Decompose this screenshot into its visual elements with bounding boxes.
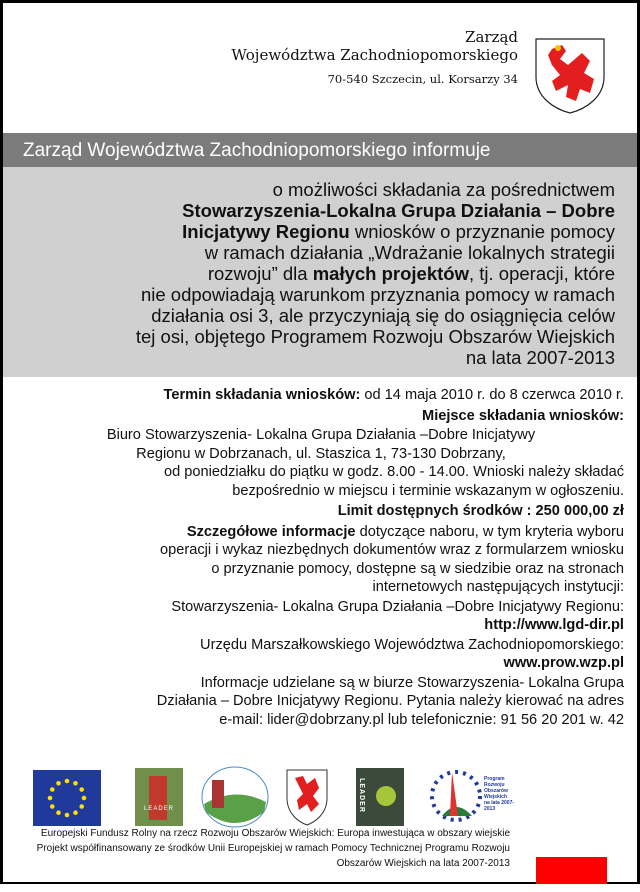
text-run: Informacje udzielane są w biurze Stowarzyszenia- Lokalna Grupa [200,674,624,691]
region-crest-icon [285,768,329,826]
eu-star-icon [73,810,78,815]
leader-eu-text: LEADER [357,778,365,813]
red-accent-block [536,857,607,884]
eu-star-icon [50,787,55,792]
issuer-line1: Zarząd [465,28,518,46]
text-run: e-mail: lider@dobrzany.pl lub telefonicznie: 91 56 20 201 w. 42 [219,711,624,728]
eu-star-icon [48,796,53,801]
text-run: w ramach działania „Wdrażanie lokalnych strategii [204,242,615,263]
griffin-crest-icon [530,35,610,115]
text-run: tej osi, objętego Programem Rozwoju Obszarów Wiejskich [135,326,615,347]
emphasis-text[interactable]: www.prow.wzp.pl [503,655,624,671]
intro-panel [3,167,637,377]
prow-emblem-icon [428,766,483,826]
intro-line [3,242,615,263]
announcement-banner: Zarząd Województwa Zachodniopomorskiego informuje [3,133,637,167]
intro-line [3,305,615,326]
leader-text: LEADER [143,806,174,812]
sponsor-logos [0,766,640,826]
text-run: Regionu w Dobrzanach, ul. Staszica 1, 73-130 Dobrzany, [136,445,506,462]
text-run: działania osi 3, ale przyczyniają się do osiągnięcia celów [151,305,615,326]
issuer-line2: Województwa Zachodniopomorskiego [231,46,518,64]
body-line [18,463,624,482]
text-run: na lata 2007-2013 [465,347,615,368]
emphasis-text: Szczegółowe informacje [186,523,356,540]
emphasis-text: Miejsce składania wniosków: [422,407,624,424]
eu-star-icon [82,796,87,801]
eu-star-icon [79,787,84,792]
eu-star-icon [79,804,84,809]
body-line [18,654,624,673]
body-line [18,598,624,617]
text-run: Urzędu Marszałkowskiego Województwa Zachodniopomorskiego: [200,636,624,653]
prow-logo [428,766,518,826]
body-line [18,636,624,655]
body-line [18,523,624,542]
text-run: Stowarzyszenia- Lokalna Grupa Działania –Dobre Inicjatywy Regionu: [171,598,624,615]
text-run: , tj. operacji, które [468,263,615,284]
eu-star-icon [56,810,61,815]
footer-line: Europejski Fundusz Rolny na rzecz Rozwoju Obszarów Wiejskich: Europa inwestująca w obszary wiejskie [40,828,510,839]
emphasis-text[interactable]: http://www.lgd-dir.pl [484,617,624,633]
intro-line [3,347,615,368]
emphasis-text: Stowarzyszenia-Lokalna Grupa Działania – Dobre [182,200,615,221]
text-run: wniosków o przyznanie pomocy [349,221,615,242]
announcement-body [18,386,624,729]
body-line [18,692,624,711]
intro-line [3,221,615,242]
body-line [18,616,624,635]
eu-flag-icon [33,770,101,826]
issuer-address: 70-540 Szczecin, ul. Korsarzy 34 [327,72,518,86]
eu-star-icon [73,781,78,786]
eu-star-icon [50,804,55,809]
footer-line: Obszarów Wiejskich na lata 2007-2013 [336,858,510,869]
text-run: od poniedziałku do piątku w godz. 8.00 - 14.00. Wnioski należy składać [164,464,624,480]
footer-line: Projekt współfinansowany ze środków Unii Europejskiej w ramach Pomocy Technicznej Programu Rozwoju [36,843,510,854]
body-line [18,502,624,521]
text-run: dotyczące naboru, w tym kryteria wyboru [355,523,624,540]
body-line [18,541,624,560]
leader-logo [135,768,183,826]
eu-star-icon [65,813,70,818]
intro-line [3,326,615,347]
text-run: Działania – Dobre Inicjatywy Regionu. Pytania należy kierować na adres [156,693,624,709]
text-run: rozwoju” dla [207,263,313,284]
lgd-logo-icon [200,766,270,828]
text-run: o przyznanie pomocy, dostępne są w siedzibie oraz na stronach [211,560,624,577]
text-run: operacji i wykaz niezbędnych dokumentów wraz z formularzem wniosku [160,542,624,558]
body-line [18,445,624,464]
prow-text: Program Rozwoju Obszarów Wiejskich na lata 2007-2013 [484,776,515,812]
intro-line [3,263,615,284]
emphasis-text: Termin składania wniosków: [163,387,361,403]
funding-footer [37,826,510,871]
body-line [18,711,624,730]
text-run: nie odpowiadają warunkom przyznania pomocy w ramach [140,284,615,305]
emphasis-text: Limit dostępnych środków : 250 000,00 zł [337,503,624,519]
emphasis-text: Inicjatywy Regionu [182,221,350,242]
text-run: o możliwości składania za pośrednictwem [272,179,615,200]
text-run: internetowych następujących instytucji: [372,579,624,595]
text-run: Biuro Stowarzyszenia- Lokalna Grupa Działania –Dobre Inicjatywy [106,427,536,443]
text-run: od 14 maja 2010 r. do 8 czerwca 2010 r. [360,387,624,403]
intro-line [3,179,615,200]
emphasis-text: małych projektów [312,263,469,284]
body-line [18,578,624,597]
body-line [18,560,624,579]
body-line [18,482,624,501]
text-run: bezpośrednio w miejscu i terminie wskazanym w ogłoszeniu. [232,482,624,499]
body-line [18,407,624,426]
intro-line [3,200,615,221]
eu-star-icon [56,781,61,786]
issuer-header [231,28,518,86]
intro-line [3,284,615,305]
body-line [18,674,624,693]
leader-eu-logo [356,768,404,826]
eu-star-icon [65,779,70,784]
body-line [18,426,624,445]
body-line [18,386,624,405]
